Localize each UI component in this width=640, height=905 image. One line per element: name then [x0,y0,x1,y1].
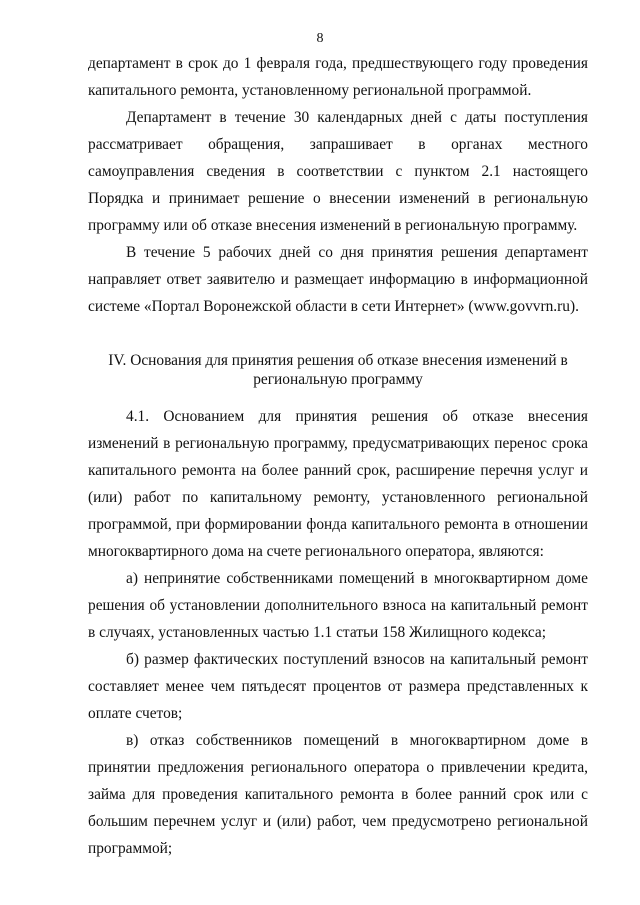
list-item-v: в) отказ собственников помещений в многоквартирном доме в принятии предложения регионального оператора о привлечении кредита, займа для проведения капитального ремонта в более ранний срок или с большим перечнем услуг и (или) работ, чем предусмотрено региональной программой; [88,732,588,857]
list-item-b: б) размер фактических поступлений взносов на капитальный ремонт составляет менее чем пятьдесят процентов от размера представленных к оплате счетов; [88,651,588,722]
paragraph-4-1: 4.1. Основанием для принятия решения об отказе внесения изменений в региональную программу, предусматривающих перенос срока капитального ремонта на более ранний срок, расширение перечня услуг и (или) работ по капитальному ремонту, установленного региональной программой, при формировании фонда капитального ремонта в отношении многоквартирного дома на счете регионального оператора, являются: [88,408,588,560]
paragraph-department-review: Департамент в течение 30 календарных дней с даты поступления рассматривает обращения, запрашивает в органах местного самоуправления сведения в соответствии с пунктом 2.1 настоящего Порядка и принимает решение о внесении изменений в региональную программу или об отказе внесения изменений в региональную программу. [88,109,588,234]
list-item-a: а) непринятие собственниками помещений в многоквартирном доме решения об установлении дополнительного взноса на капитальный ремонт в случаях, установленных частью 1.1 статьи 158 Жилищного кодекса; [88,570,588,641]
paragraph-response-notice: В течение 5 рабочих дней со дня принятия решения департамент направляет ответ заявителю и размещает информацию в информационной системе «Портал Воронежской области в сети Интернет» (www.govvrn.ru). [88,244,588,315]
document-body [88,50,588,862]
page-number: 8 [316,31,324,46]
section-heading-iv: IV. Основания для принятия решения об отказе внесения изменений в региональную программу [108,352,568,388]
paragraph-continuation: департамент в срок до 1 февраля года, предшествующего году проведения капитального ремонта, установленному региональной программой. [88,55,588,99]
